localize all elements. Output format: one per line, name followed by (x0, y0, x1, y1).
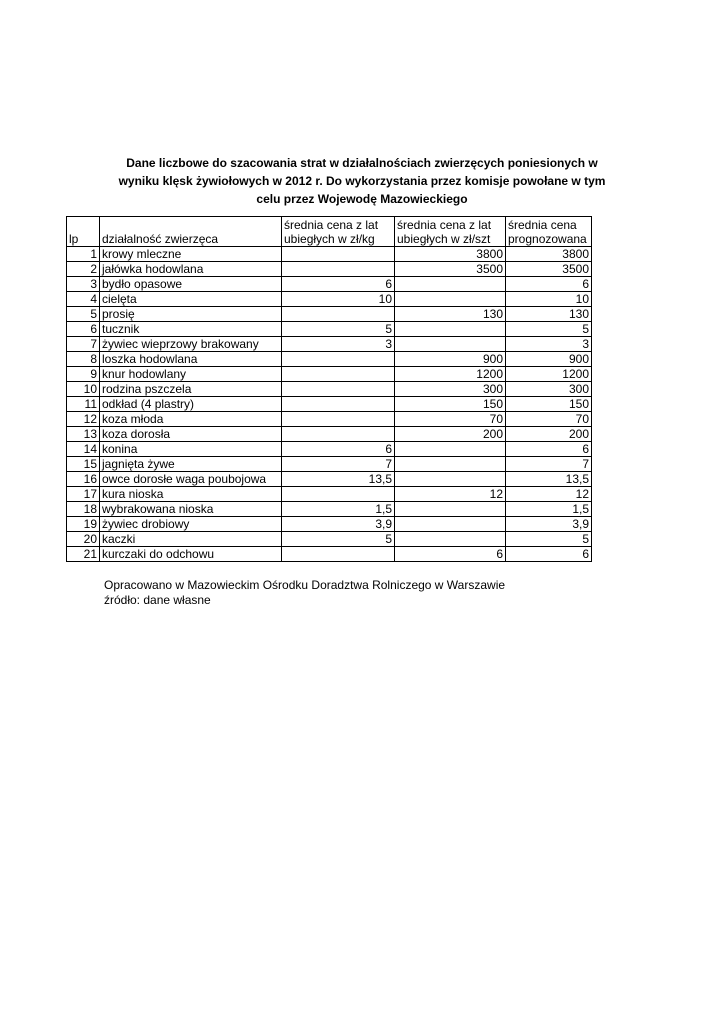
row-activity-cell: kaczki (100, 532, 282, 547)
row-price-kg-cell (282, 427, 395, 442)
row-price-szt-cell (395, 292, 506, 307)
row-price-szt-cell (395, 532, 506, 547)
row-lp-cell: 6 (67, 322, 100, 337)
row-price-kg-cell: 5 (282, 322, 395, 337)
header-price-szt (395, 217, 506, 247)
row-price-szt-cell: 200 (395, 427, 506, 442)
document-title (60, 154, 664, 208)
row-price-szt-cell (395, 322, 506, 337)
row-activity-cell: odkład (4 plastry) (100, 397, 282, 412)
row-price-szt-cell (395, 517, 506, 532)
row-lp-cell: 8 (67, 352, 100, 367)
row-lp-cell: 15 (67, 457, 100, 472)
row-lp-cell: 7 (67, 337, 100, 352)
row-activity-cell: prosię (100, 307, 282, 322)
row-price-szt-cell: 1200 (395, 367, 506, 382)
row-price-forecast-cell: 150 (506, 397, 592, 412)
table-header-row (67, 217, 592, 247)
row-lp-cell: 19 (67, 517, 100, 532)
row-activity-cell: knur hodowlany (100, 367, 282, 382)
row-price-forecast-cell: 300 (506, 382, 592, 397)
table-row (67, 277, 592, 292)
row-price-szt-cell: 3500 (395, 262, 506, 277)
row-price-forecast-cell: 130 (506, 307, 592, 322)
table-row (67, 502, 592, 517)
row-price-kg-cell: 5 (282, 532, 395, 547)
header-price-kg (282, 217, 395, 247)
row-price-szt-cell: 70 (395, 412, 506, 427)
table-row (67, 472, 592, 487)
table-row (67, 307, 592, 322)
table-row (67, 322, 592, 337)
row-lp-cell: 18 (67, 502, 100, 517)
header-price-forecast (506, 217, 592, 247)
row-price-szt-cell: 12 (395, 487, 506, 502)
row-lp-cell: 20 (67, 532, 100, 547)
row-activity-cell: jałówka hodowlana (100, 262, 282, 277)
table-row (67, 292, 592, 307)
row-activity-cell: żywiec wieprzowy brakowany (100, 337, 282, 352)
footer-line-1: Opracowano w Mazowieckim Ośrodku Doradztwa Rolniczego w Warszawie (104, 578, 506, 592)
row-activity-cell: tucznik (100, 322, 282, 337)
row-lp-cell: 11 (67, 397, 100, 412)
row-price-kg-cell: 3,9 (282, 517, 395, 532)
row-activity-cell: cielęta (100, 292, 282, 307)
row-activity-cell: krowy mleczne (100, 247, 282, 262)
table-row (67, 442, 592, 457)
row-activity-cell: jagnięta żywe (100, 457, 282, 472)
row-lp-cell: 1 (67, 247, 100, 262)
row-activity-cell: koza młoda (100, 412, 282, 427)
row-price-forecast-cell: 3 (506, 337, 592, 352)
row-price-kg-cell (282, 352, 395, 367)
row-activity-cell: loszka hodowlana (100, 352, 282, 367)
row-price-kg-cell: 1,5 (282, 502, 395, 517)
row-price-forecast-cell: 6 (506, 442, 592, 457)
row-lp-cell: 14 (67, 442, 100, 457)
row-price-forecast-cell: 3500 (506, 262, 592, 277)
row-price-kg-cell (282, 487, 395, 502)
row-price-kg-cell (282, 412, 395, 427)
row-price-szt-cell: 130 (395, 307, 506, 322)
row-price-szt-cell (395, 337, 506, 352)
header-price-forecast-line2: prognozowana (508, 232, 587, 246)
row-activity-cell: rodzina pszczela (100, 382, 282, 397)
row-activity-cell: konina (100, 442, 282, 457)
table-row (67, 397, 592, 412)
row-lp-cell: 21 (67, 547, 100, 562)
row-price-forecast-cell: 3,9 (506, 517, 592, 532)
table-row (67, 547, 592, 562)
row-activity-cell: wybrakowana nioska (100, 502, 282, 517)
row-price-forecast-cell: 12 (506, 487, 592, 502)
row-price-forecast-cell: 6 (506, 277, 592, 292)
row-price-kg-cell: 6 (282, 277, 395, 292)
row-activity-cell: żywiec drobiowy (100, 517, 282, 532)
header-price-kg-line1: średnia cena z lat (284, 218, 379, 232)
header-activity: działalność zwierzęca (100, 217, 282, 247)
table-row (67, 247, 592, 262)
table-row (67, 457, 592, 472)
row-price-szt-cell: 3800 (395, 247, 506, 262)
row-activity-cell: koza dorosła (100, 427, 282, 442)
row-price-forecast-cell: 10 (506, 292, 592, 307)
row-price-kg-cell (282, 397, 395, 412)
row-activity-cell: bydło opasowe (100, 277, 282, 292)
header-price-kg-line2: ubiegłych w zł/kg (284, 232, 375, 246)
row-price-forecast-cell: 13,5 (506, 472, 592, 487)
row-price-forecast-cell: 5 (506, 532, 592, 547)
header-price-szt-line2: ubiegłych w zł/szt (397, 232, 491, 246)
table-row (67, 427, 592, 442)
row-price-szt-cell (395, 472, 506, 487)
title-line-2: wyniku klęsk żywiołowych w 2012 r. Do wykorzystania przez komisje powołane w tym (118, 174, 606, 188)
table-row (67, 382, 592, 397)
row-lp-cell: 12 (67, 412, 100, 427)
row-price-kg-cell (282, 382, 395, 397)
row-price-forecast-cell: 7 (506, 457, 592, 472)
price-table (66, 216, 592, 562)
table-body (67, 247, 592, 562)
row-price-kg-cell: 13,5 (282, 472, 395, 487)
row-price-szt-cell (395, 457, 506, 472)
row-price-szt-cell (395, 277, 506, 292)
row-price-forecast-cell: 1200 (506, 367, 592, 382)
row-price-forecast-cell: 70 (506, 412, 592, 427)
row-price-forecast-cell: 6 (506, 547, 592, 562)
footer-notes (104, 578, 505, 608)
row-lp-cell: 13 (67, 427, 100, 442)
header-price-szt-line1: średnia cena z lat (397, 218, 492, 232)
table-row (67, 352, 592, 367)
row-lp-cell: 4 (67, 292, 100, 307)
title-line-1: Dane liczbowe do szacowania strat w działalnościach zwierzęcych poniesionych w (126, 156, 598, 170)
row-price-forecast-cell: 1,5 (506, 502, 592, 517)
row-lp-cell: 17 (67, 487, 100, 502)
row-activity-cell: kura nioska (100, 487, 282, 502)
table-row (67, 412, 592, 427)
table-row (67, 487, 592, 502)
row-lp-cell: 9 (67, 367, 100, 382)
row-lp-cell: 2 (67, 262, 100, 277)
table-row (67, 532, 592, 547)
row-price-kg-cell (282, 547, 395, 562)
row-price-forecast-cell: 5 (506, 322, 592, 337)
row-price-szt-cell: 150 (395, 397, 506, 412)
row-price-kg-cell: 3 (282, 337, 395, 352)
row-activity-cell: kurczaki do odchowu (100, 547, 282, 562)
row-activity-cell: owce dorosłe waga poubojowa (100, 472, 282, 487)
row-price-forecast-cell: 900 (506, 352, 592, 367)
row-price-szt-cell (395, 442, 506, 457)
row-lp-cell: 3 (67, 277, 100, 292)
row-price-kg-cell (282, 367, 395, 382)
table-row (67, 517, 592, 532)
row-lp-cell: 5 (67, 307, 100, 322)
table-row (67, 262, 592, 277)
row-lp-cell: 16 (67, 472, 100, 487)
row-price-kg-cell: 6 (282, 442, 395, 457)
header-price-forecast-line1: średnia cena (508, 218, 577, 232)
header-lp: lp (67, 217, 100, 247)
footer-source: źródło: dane własne (104, 593, 211, 607)
row-price-kg-cell (282, 307, 395, 322)
title-line-3: celu przez Wojewodę Mazowieckiego (256, 192, 468, 206)
row-lp-cell: 10 (67, 382, 100, 397)
row-price-forecast-cell: 3800 (506, 247, 592, 262)
row-price-szt-cell: 6 (395, 547, 506, 562)
row-price-szt-cell: 300 (395, 382, 506, 397)
row-price-kg-cell (282, 247, 395, 262)
table-row (67, 337, 592, 352)
table-row (67, 367, 592, 382)
row-price-forecast-cell: 200 (506, 427, 592, 442)
row-price-szt-cell (395, 502, 506, 517)
row-price-kg-cell: 7 (282, 457, 395, 472)
row-price-kg-cell (282, 262, 395, 277)
row-price-kg-cell: 10 (282, 292, 395, 307)
row-price-szt-cell: 900 (395, 352, 506, 367)
